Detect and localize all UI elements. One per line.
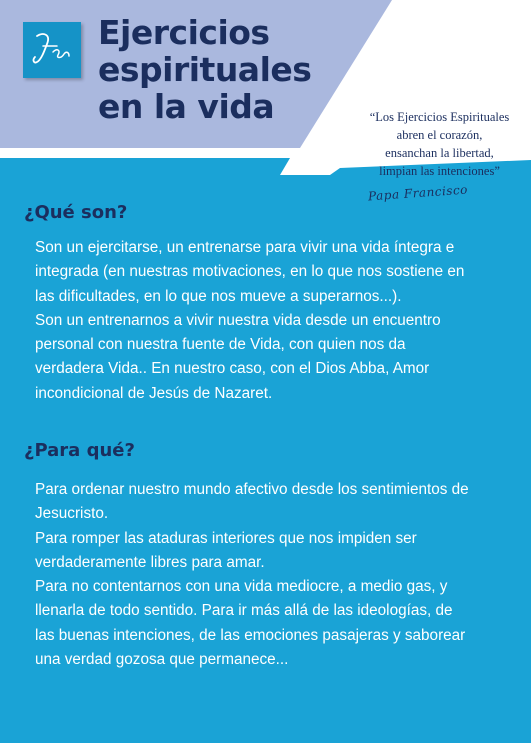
body-line: Jesucristo. <box>35 505 109 523</box>
body-line: verdadera Vida.. En nuestro caso, con el Dios Abba, Amor <box>35 360 430 378</box>
quote-line: “Los Ejercicios Espirituales <box>369 110 510 124</box>
body-line: una verdad gozosa que permanece... <box>35 651 289 669</box>
body-line: Son un ejercitarse, un entrenarse para vivir una vida íntegra e <box>35 239 455 256</box>
body-line: las buenas intenciones, de las emociones pasajeras y saborear <box>35 626 466 644</box>
body-line: llenarla de todo sentido. Para ir más allá de las ideologías, de <box>35 602 453 620</box>
logo <box>23 22 81 78</box>
body-line: Para romper las ataduras interiores que nos impiden ser <box>35 529 417 547</box>
quote-line: limpian las intenciones” <box>379 164 500 178</box>
body-line: incondicional de Jesús de Nazaret. <box>35 384 273 402</box>
body-line: Son un entrenarnos a vivir nuestra vida desde un encuentro <box>35 311 441 329</box>
quote-author-signature: Papa Francisco <box>367 182 469 204</box>
section-body-para-que <box>35 478 469 672</box>
blue-bottom-band <box>0 158 290 175</box>
body-line: Para ordenar nuestro mundo afectivo desde los sentimientos de <box>35 481 469 498</box>
quote-line: ensanchan la libertad, <box>385 146 494 160</box>
title-line: en la vida <box>98 87 275 126</box>
page-title <box>98 14 311 125</box>
section-heading-que-son: ¿Qué son? <box>24 202 128 223</box>
body-line: integrada (en nuestras motivaciones, en lo que nos sostiene en <box>35 263 465 281</box>
body-line: personal con nuestra fuente de Vida, con quien nos da <box>35 336 406 354</box>
body-line: Para no contentarnos con una vida mediocre, a medio gas, y <box>35 578 448 596</box>
section-heading-para-que: ¿Para qué? <box>24 440 135 461</box>
logo-mark-icon <box>23 22 81 78</box>
section-body-que-son <box>35 236 464 406</box>
title-line: espirituales <box>98 50 312 89</box>
body-line: las dificultades, en lo que nos mueve a superarnos...). <box>35 287 402 305</box>
title-line: Ejercicios <box>98 13 270 52</box>
quote-line: abren el corazón, <box>396 128 483 142</box>
body-line: verdaderamente libres para amar. <box>35 553 265 571</box>
quote-block <box>352 108 527 180</box>
